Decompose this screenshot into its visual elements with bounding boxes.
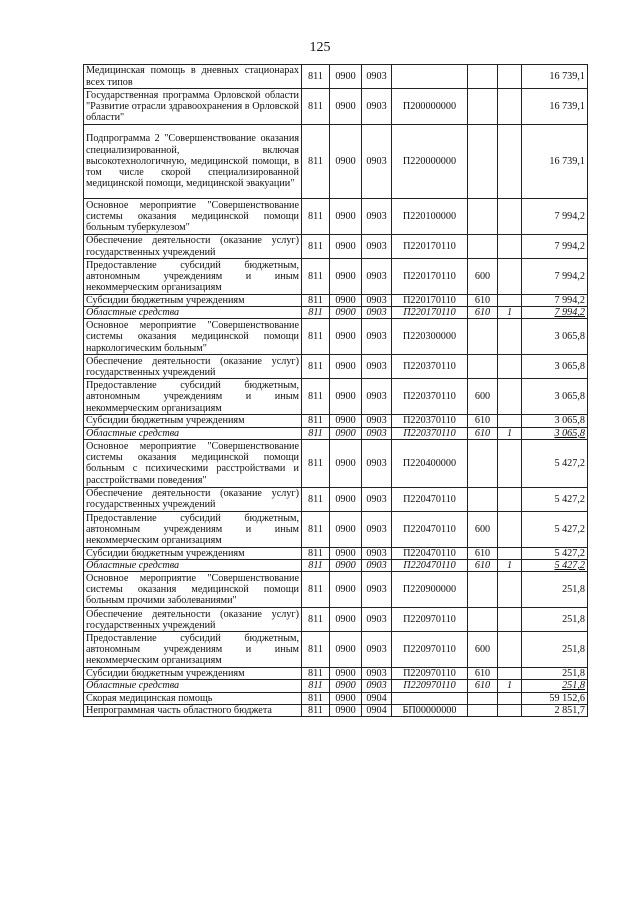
target-article-code: П220170110 <box>392 259 468 295</box>
amount: 7 994,2 <box>522 295 588 307</box>
subsection-code: 0903 <box>362 572 392 608</box>
expense-name: Предоставление субсидий бюджетным, автономным учреждениям и иным некоммерческим организациям <box>84 259 302 295</box>
expense-name: Субсидии бюджетным учреждениям <box>84 547 302 559</box>
expense-type-code: 610 <box>468 295 498 307</box>
department-code: 811 <box>302 379 330 415</box>
table-row <box>84 65 588 89</box>
expense-type-code <box>468 704 498 716</box>
subsection-code: 0904 <box>362 692 392 704</box>
expense-name: Обеспечение деятельности (оказание услуг) государственных учреждений <box>84 487 302 511</box>
funding-source-code <box>498 235 522 259</box>
department-code: 811 <box>302 295 330 307</box>
expense-type-code <box>468 199 498 235</box>
expense-name: Обеспечение деятельности (оказание услуг) государственных учреждений <box>84 355 302 379</box>
funding-source-code: 1 <box>498 427 522 439</box>
expense-name: Субсидии бюджетным учреждениям <box>84 668 302 680</box>
target-article-code: П220100000 <box>392 199 468 235</box>
expense-name: Подпрограмма 2 "Совершенствование оказания специализированной, включая высокотехнологичную, медицинской помощи, в том числе скорой специализированной медицинской помощи, медицинской эвакуации" <box>84 125 302 199</box>
target-article-code: БП00000000 <box>392 704 468 716</box>
amount: 251,8 <box>522 632 588 668</box>
department-code: 811 <box>302 307 330 319</box>
budget-table <box>83 64 588 717</box>
subsection-code: 0903 <box>362 415 392 427</box>
section-code: 0900 <box>330 427 362 439</box>
subsection-code: 0903 <box>362 439 392 487</box>
expense-type-code <box>468 572 498 608</box>
subsection-code: 0903 <box>362 379 392 415</box>
table-row <box>84 680 588 692</box>
subsection-code: 0903 <box>362 295 392 307</box>
amount: 3 065,8 <box>522 427 588 439</box>
expense-name: Медицинская помощь в дневных стационарах всех типов <box>84 65 302 89</box>
subsection-code: 0903 <box>362 235 392 259</box>
subsection-code: 0903 <box>362 547 392 559</box>
expense-name: Основное мероприятие "Совершенствование системы оказания медицинской помощи больным с психическими расстройствами и расстройствами поведения" <box>84 439 302 487</box>
funding-source-code <box>498 632 522 668</box>
funding-source-code <box>498 572 522 608</box>
expense-name: Субсидии бюджетным учреждениям <box>84 415 302 427</box>
amount: 251,8 <box>522 608 588 632</box>
amount: 5 427,2 <box>522 547 588 559</box>
amount: 5 427,2 <box>522 487 588 511</box>
target-article-code <box>392 65 468 89</box>
section-code: 0900 <box>330 560 362 572</box>
target-article-code: П220900000 <box>392 572 468 608</box>
expense-name: Основное мероприятие "Совершенствование системы оказания медицинской помощи наркологическим больным" <box>84 319 302 355</box>
section-code: 0900 <box>330 379 362 415</box>
section-code: 0900 <box>330 439 362 487</box>
funding-source-code <box>498 668 522 680</box>
expense-name: Областные средства <box>84 560 302 572</box>
table-row <box>84 439 588 487</box>
funding-source-code <box>498 199 522 235</box>
amount: 16 739,1 <box>522 125 588 199</box>
funding-source-code: 1 <box>498 307 522 319</box>
section-code: 0900 <box>330 511 362 547</box>
amount: 251,8 <box>522 680 588 692</box>
funding-source-code <box>498 319 522 355</box>
expense-type-code <box>468 89 498 125</box>
table-row <box>84 668 588 680</box>
amount: 3 065,8 <box>522 379 588 415</box>
expense-type-code <box>468 439 498 487</box>
expense-name: Субсидии бюджетным учреждениям <box>84 295 302 307</box>
target-article-code: П220370110 <box>392 427 468 439</box>
amount: 7 994,2 <box>522 235 588 259</box>
expense-name: Непрограммная часть областного бюджета <box>84 704 302 716</box>
department-code: 811 <box>302 608 330 632</box>
expense-name: Областные средства <box>84 307 302 319</box>
department-code: 811 <box>302 199 330 235</box>
section-code: 0900 <box>330 572 362 608</box>
target-article-code: П220970110 <box>392 632 468 668</box>
expense-name: Областные средства <box>84 427 302 439</box>
funding-source-code <box>498 439 522 487</box>
amount: 7 994,2 <box>522 307 588 319</box>
funding-source-code: 1 <box>498 560 522 572</box>
funding-source-code <box>498 692 522 704</box>
section-code: 0900 <box>330 307 362 319</box>
department-code: 811 <box>302 125 330 199</box>
department-code: 811 <box>302 632 330 668</box>
expense-type-code: 600 <box>468 379 498 415</box>
expense-type-code: 610 <box>468 668 498 680</box>
table-row <box>84 692 588 704</box>
section-code: 0900 <box>330 259 362 295</box>
funding-source-code <box>498 379 522 415</box>
expense-name: Предоставление субсидий бюджетным, автономным учреждениям и иным некоммерческим организациям <box>84 511 302 547</box>
department-code: 811 <box>302 547 330 559</box>
table-row <box>84 632 588 668</box>
expense-type-code: 600 <box>468 511 498 547</box>
amount: 3 065,8 <box>522 355 588 379</box>
expense-type-code <box>468 125 498 199</box>
department-code: 811 <box>302 355 330 379</box>
expense-name: Основное мероприятие "Совершенствование системы оказания медицинской помощи больным прочими заболеваниями" <box>84 572 302 608</box>
table-row <box>84 704 588 716</box>
table-row <box>84 560 588 572</box>
funding-source-code <box>498 65 522 89</box>
target-article-code: П220470110 <box>392 547 468 559</box>
section-code: 0900 <box>330 692 362 704</box>
target-article-code: П220370110 <box>392 355 468 379</box>
section-code: 0900 <box>330 487 362 511</box>
subsection-code: 0903 <box>362 319 392 355</box>
section-code: 0900 <box>330 547 362 559</box>
department-code: 811 <box>302 704 330 716</box>
target-article-code <box>392 692 468 704</box>
page-number: 125 <box>309 40 331 55</box>
section-code: 0900 <box>330 680 362 692</box>
subsection-code: 0903 <box>362 89 392 125</box>
target-article-code: П220170110 <box>392 295 468 307</box>
funding-source-code: 1 <box>498 680 522 692</box>
funding-source-code <box>498 355 522 379</box>
expense-name: Скорая медицинская помощь <box>84 692 302 704</box>
expense-name: Государственная программа Орловской области "Развитие отрасли здравоохранения в Орловской области" <box>84 89 302 125</box>
funding-source-code <box>498 608 522 632</box>
section-code: 0900 <box>330 415 362 427</box>
subsection-code: 0903 <box>362 511 392 547</box>
table-row <box>84 511 588 547</box>
amount: 5 427,2 <box>522 560 588 572</box>
table-row <box>84 125 588 199</box>
table-row <box>84 415 588 427</box>
table-row <box>84 487 588 511</box>
target-article-code: П220370110 <box>392 415 468 427</box>
expense-type-code: 610 <box>468 560 498 572</box>
target-article-code: П220970110 <box>392 680 468 692</box>
subsection-code: 0903 <box>362 65 392 89</box>
expense-type-code <box>468 355 498 379</box>
expense-type-code <box>468 65 498 89</box>
department-code: 811 <box>302 89 330 125</box>
target-article-code: П220170110 <box>392 235 468 259</box>
expense-type-code: 600 <box>468 259 498 295</box>
funding-source-code <box>498 704 522 716</box>
section-code: 0900 <box>330 608 362 632</box>
target-article-code: П220970110 <box>392 668 468 680</box>
expense-type-code <box>468 235 498 259</box>
subsection-code: 0903 <box>362 487 392 511</box>
target-article-code: П220470110 <box>392 487 468 511</box>
funding-source-code <box>498 259 522 295</box>
target-article-code: П220000000 <box>392 125 468 199</box>
amount: 5 427,2 <box>522 511 588 547</box>
table-row <box>84 259 588 295</box>
expense-type-code: 610 <box>468 307 498 319</box>
expense-type-code <box>468 319 498 355</box>
table-row <box>84 307 588 319</box>
table-row <box>84 319 588 355</box>
department-code: 811 <box>302 668 330 680</box>
amount: 16 739,1 <box>522 65 588 89</box>
table-row <box>84 355 588 379</box>
department-code: 811 <box>302 415 330 427</box>
table-row <box>84 547 588 559</box>
expense-name: Обеспечение деятельности (оказание услуг) государственных учреждений <box>84 235 302 259</box>
funding-source-code <box>498 547 522 559</box>
expense-name: Предоставление субсидий бюджетным, автономным учреждениям и иным некоммерческим организациям <box>84 632 302 668</box>
funding-source-code <box>498 125 522 199</box>
subsection-code: 0904 <box>362 704 392 716</box>
expense-name: Основное мероприятие "Совершенствование системы оказания медицинской помощи больным туберкулезом" <box>84 199 302 235</box>
subsection-code: 0903 <box>362 259 392 295</box>
target-article-code: П220370110 <box>392 379 468 415</box>
subsection-code: 0903 <box>362 427 392 439</box>
target-article-code: П220400000 <box>392 439 468 487</box>
expense-type-code <box>468 487 498 511</box>
amount: 251,8 <box>522 572 588 608</box>
department-code: 811 <box>302 427 330 439</box>
subsection-code: 0903 <box>362 560 392 572</box>
subsection-code: 0903 <box>362 668 392 680</box>
amount: 5 427,2 <box>522 439 588 487</box>
section-code: 0900 <box>330 125 362 199</box>
expense-name: Областные средства <box>84 680 302 692</box>
table-row <box>84 379 588 415</box>
budget-table-body <box>84 65 588 717</box>
target-article-code: П220970110 <box>392 608 468 632</box>
subsection-code: 0903 <box>362 199 392 235</box>
expense-type-code: 610 <box>468 415 498 427</box>
funding-source-code <box>498 511 522 547</box>
table-row <box>84 235 588 259</box>
table-row <box>84 89 588 125</box>
section-code: 0900 <box>330 668 362 680</box>
target-article-code: П220170110 <box>392 307 468 319</box>
table-row <box>84 427 588 439</box>
department-code: 811 <box>302 680 330 692</box>
department-code: 811 <box>302 319 330 355</box>
section-code: 0900 <box>330 65 362 89</box>
expense-type-code <box>468 692 498 704</box>
section-code: 0900 <box>330 632 362 668</box>
department-code: 811 <box>302 511 330 547</box>
funding-source-code <box>498 89 522 125</box>
department-code: 811 <box>302 572 330 608</box>
department-code: 811 <box>302 259 330 295</box>
section-code: 0900 <box>330 199 362 235</box>
section-code: 0900 <box>330 355 362 379</box>
amount: 3 065,8 <box>522 415 588 427</box>
funding-source-code <box>498 295 522 307</box>
table-row <box>84 295 588 307</box>
funding-source-code <box>498 487 522 511</box>
amount: 2 851,7 <box>522 704 588 716</box>
department-code: 811 <box>302 65 330 89</box>
expense-name: Обеспечение деятельности (оказание услуг) государственных учреждений <box>84 608 302 632</box>
target-article-code: П220470110 <box>392 511 468 547</box>
amount: 16 739,1 <box>522 89 588 125</box>
expense-type-code <box>468 608 498 632</box>
department-code: 811 <box>302 235 330 259</box>
section-code: 0900 <box>330 704 362 716</box>
funding-source-code <box>498 415 522 427</box>
subsection-code: 0903 <box>362 125 392 199</box>
expense-type-code: 610 <box>468 547 498 559</box>
amount: 7 994,2 <box>522 199 588 235</box>
subsection-code: 0903 <box>362 307 392 319</box>
section-code: 0900 <box>330 295 362 307</box>
table-row <box>84 199 588 235</box>
subsection-code: 0903 <box>362 608 392 632</box>
amount: 251,8 <box>522 668 588 680</box>
subsection-code: 0903 <box>362 680 392 692</box>
subsection-code: 0903 <box>362 632 392 668</box>
expense-type-code: 600 <box>468 632 498 668</box>
amount: 7 994,2 <box>522 259 588 295</box>
department-code: 811 <box>302 487 330 511</box>
target-article-code: П220470110 <box>392 560 468 572</box>
amount: 3 065,8 <box>522 319 588 355</box>
target-article-code: П220300000 <box>392 319 468 355</box>
department-code: 811 <box>302 560 330 572</box>
section-code: 0900 <box>330 319 362 355</box>
expense-type-code: 610 <box>468 680 498 692</box>
expense-name: Предоставление субсидий бюджетным, автономным учреждениям и иным некоммерческим организациям <box>84 379 302 415</box>
target-article-code: П200000000 <box>392 89 468 125</box>
amount: 59 152,6 <box>522 692 588 704</box>
department-code: 811 <box>302 439 330 487</box>
department-code: 811 <box>302 692 330 704</box>
table-row <box>84 572 588 608</box>
table-row <box>84 608 588 632</box>
expense-type-code: 610 <box>468 427 498 439</box>
subsection-code: 0903 <box>362 355 392 379</box>
section-code: 0900 <box>330 235 362 259</box>
section-code: 0900 <box>330 89 362 125</box>
